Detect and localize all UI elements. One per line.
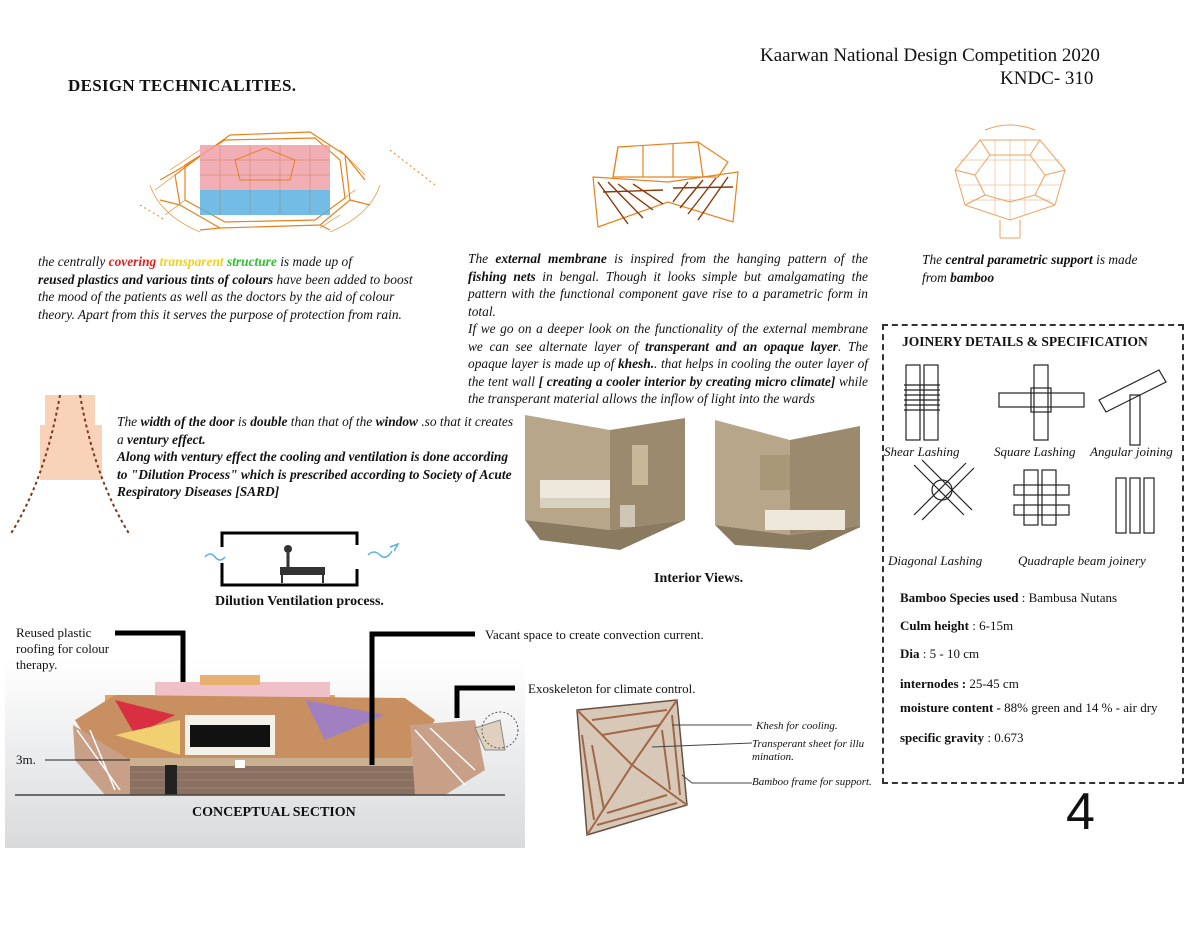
competition-code: KNDC- 310 <box>1000 68 1094 89</box>
joint-diagonal-lashing: Diagonal Lashing <box>888 553 983 568</box>
page-title: DESIGN TECHNICALITIES. <box>68 76 297 95</box>
joinery-sketches <box>894 360 1174 560</box>
central-support-sketch <box>945 120 1075 245</box>
page-number: 4 <box>1066 783 1095 841</box>
support-description: The central parametric support is made from bamboo <box>922 252 1138 285</box>
external-membrane-sketch <box>588 132 748 232</box>
parametric-panel-render <box>572 695 752 845</box>
spec-internodes: internodes : 25-45 cm <box>900 676 1019 691</box>
spec-dia: Dia : 5 - 10 cm <box>900 646 980 661</box>
roof-description: the centrally covering transparent structure is made up of reused plastics and various tints of colours have been added to boost the mood of the patients as well as the doctors by the aid of colour theory. Apart from this it serves the purpose of protection from rain. <box>38 254 413 322</box>
spec-gravity: specific gravity : 0.673 <box>900 730 1024 745</box>
spec-culm-height: Culm height : 6-15m <box>900 618 1014 633</box>
joinery-specification-panel <box>882 324 1184 784</box>
label-bamboo-frame: Bamboo frame for support. <box>752 776 872 788</box>
competition-name: Kaarwan National Design Competition 2020 <box>760 45 1100 66</box>
label-vacant-space: Vacant space to create convection current. <box>485 627 704 642</box>
label-transparent-sheet: Transperant sheet for illu mination. <box>752 738 865 763</box>
interior-caption: Interior Views. <box>654 571 744 586</box>
joint-shear-lashing: Shear Lashing <box>884 444 960 459</box>
venturi-effect-sketch <box>5 390 135 540</box>
section-caption: CONCEPTUAL SECTION <box>192 805 356 820</box>
spec-species: Bamboo Species used : Bambusa Nutans <box>900 590 1118 605</box>
dilution-ventilation-diagram <box>200 525 410 590</box>
interior-views-render <box>520 410 860 560</box>
label-height: 3m. <box>16 752 36 767</box>
dilution-caption: Dilution Ventilation process. <box>215 594 384 609</box>
label-roofing: Reused plastic roofing for colour therapy. <box>16 625 110 672</box>
roof-structure-sketch <box>140 120 440 245</box>
joinery-title: JOINERY DETAILS & SPECIFICATION <box>902 334 1148 349</box>
membrane-description: The external membrane is inspired from the hanging pattern of the fishing nets in bengal. Though it looks simple but amalgamating the pattern with the functional component gave rise to a parametric form in total. If we go on a deeper look on the functionality of the external membrane we can see alternate layer of transperant and an opaque layer. The opaque layer is made up of khesh.. that helps in cooling the outer layer of the tent wall [ creating a cooler interior by creating micro climate] while the transperant material allows the inflow of light into the wards <box>468 251 868 406</box>
door-description: The width of the door is double than that of the window .so that it creates a ventury effect. Along with ventury effect the cooling and ventilation is done according to "Dilution Process" which is prescribed according to Society of Acute Respiratory Diseases [SARD] <box>117 414 514 499</box>
spec-moisture: moisture content - 88% green and 14 % - air dry <box>900 700 1158 715</box>
label-exoskeleton: Exoskeleton for climate control. <box>528 681 696 696</box>
label-khesh: Khesh for cooling. <box>756 720 838 732</box>
joint-angular-joining: Angular joining <box>1090 444 1173 459</box>
joint-quadraple-beam: Quadraple beam joinery <box>1018 553 1146 568</box>
joint-square-lashing: Square Lashing <box>994 444 1076 459</box>
